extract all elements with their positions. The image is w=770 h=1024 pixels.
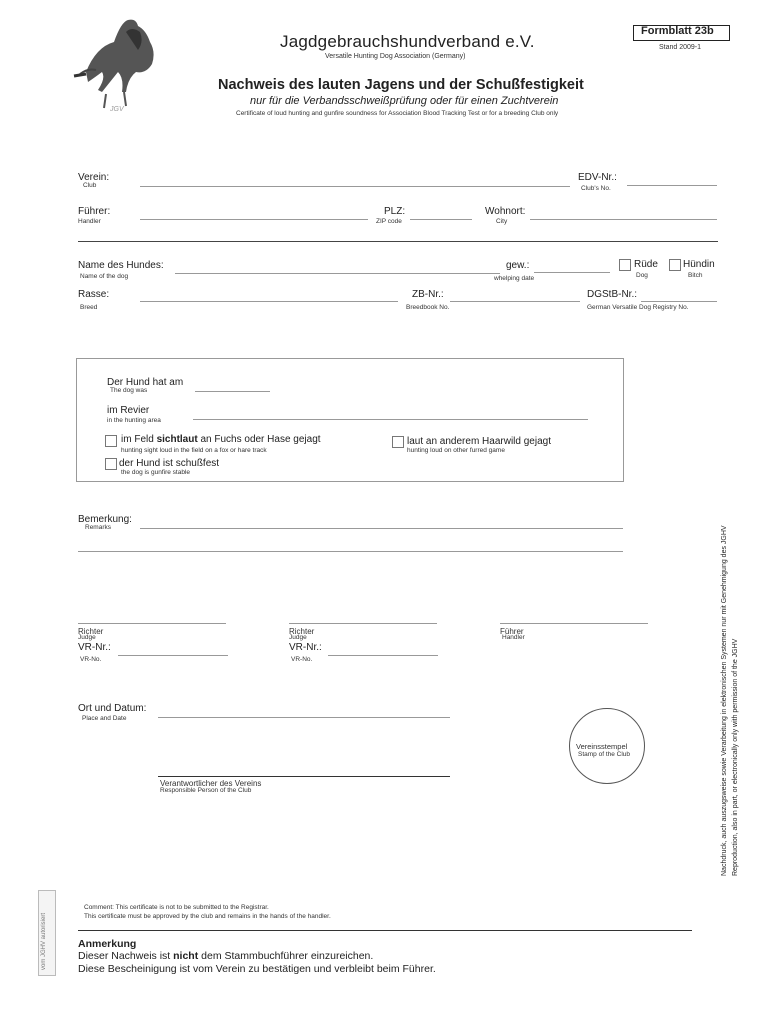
- male-checkbox[interactable]: [619, 259, 631, 271]
- judge2-label-en: Judge: [289, 634, 307, 641]
- handler-label-en: Handler: [78, 218, 101, 225]
- zip-label-en: ZIP code: [376, 218, 402, 225]
- female-label-en: Bitch: [688, 272, 703, 279]
- place-date-label-en: Place and Date: [82, 715, 127, 722]
- club-no-label: EDV-Nr.:: [578, 172, 617, 183]
- judge2-signature-line[interactable]: [289, 623, 437, 624]
- page-title: Nachweis des lauten Jagens und der Schußfestigkeit: [218, 77, 584, 93]
- judge1-vr-label-en: VR-No.: [80, 656, 102, 663]
- whelping-label-en: whelping date: [494, 275, 535, 282]
- club-field[interactable]: [140, 186, 570, 187]
- registry-label-en: German Versatile Dog Registry No.: [587, 304, 689, 311]
- whelping-label: gew.:: [506, 260, 530, 271]
- note-heading: Anmerkung: [78, 938, 137, 950]
- association-name-en: Versatile Hunting Dog Association (Germany): [325, 53, 466, 60]
- section-divider: [78, 241, 718, 242]
- date-label: Der Hund hat am: [107, 377, 184, 388]
- judge2-label: Richter: [289, 627, 315, 636]
- gunfire-label-en: the dog is gunfire stable: [121, 469, 191, 476]
- date-label-en: The dog was: [110, 387, 148, 394]
- handler-sign-label: Führer: [500, 627, 524, 636]
- other-game-label: laut an anderem Haarwild gejagt: [407, 436, 551, 447]
- male-label-en: Dog: [636, 272, 648, 279]
- gunfire-checkbox[interactable]: [105, 458, 117, 470]
- note-line-1-pre: Dieser Nachweis ist: [78, 950, 174, 962]
- form-stand: Stand 2009-1: [659, 44, 702, 51]
- club-no-field[interactable]: [627, 185, 717, 186]
- area-label: im Revier: [107, 405, 150, 416]
- copyright-notice-de: Nachdruck, auch auszugsweise sowie Verarbeitung in elektronischen Systemen nur mit Genehmigung des JGHV: [721, 525, 728, 876]
- dog-name-label-en: Name of the dog: [80, 273, 129, 280]
- female-checkbox[interactable]: [669, 259, 681, 271]
- other-game-checkbox[interactable]: [392, 436, 404, 448]
- page-subtitle: nur für die Verbandsschweißprüfung oder für einen Zuchtverein: [250, 95, 559, 107]
- sight-loud-text-post: an Fuchs oder Hase gejagt: [197, 434, 321, 445]
- club-no-label-en: Club's No.: [581, 185, 611, 192]
- zip-label: PLZ:: [384, 206, 406, 217]
- sight-loud-text-pre: im Feld: [121, 434, 157, 445]
- whelping-field[interactable]: [534, 272, 610, 273]
- note-line-1-bold: nicht: [173, 950, 199, 962]
- handler-sign-label-en: Handler: [502, 634, 525, 641]
- comment-line-2: This certificate must be approved by the club and remains in the hands of the handler.: [84, 913, 331, 920]
- judge2-vr-label-en: VR-No.: [291, 656, 313, 663]
- responsible-label-en: Responsible Person of the Club: [160, 787, 252, 794]
- registry-field[interactable]: [641, 301, 717, 302]
- note-line-1: [78, 950, 373, 962]
- area-label-en: in the hunting area: [107, 417, 161, 424]
- form-id: Formblatt 23b: [641, 25, 714, 37]
- remarks-field-2[interactable]: [78, 551, 623, 552]
- judge1-vr-field[interactable]: [118, 655, 228, 656]
- other-game-label-en: hunting loud on other furred game: [407, 447, 505, 454]
- judge1-signature-line[interactable]: [78, 623, 226, 624]
- sight-loud-label-en: hunting sight loud in the field on a fox or hare track: [121, 447, 267, 454]
- city-field[interactable]: [530, 219, 717, 220]
- remarks-label-en: Remarks: [85, 524, 112, 531]
- responsible-signature-line[interactable]: [158, 776, 450, 777]
- handler-label: Führer:: [78, 206, 111, 217]
- page-subtitle-en: Certificate of loud hunting and gunfire soundness for Association Blood Tracking Test or for a breeding Club only: [236, 110, 559, 117]
- place-date-label: Ort und Datum:: [78, 703, 147, 714]
- judge2-vr-label: VR-Nr.:: [289, 642, 322, 653]
- dog-name-field[interactable]: [175, 273, 500, 274]
- city-label-en: City: [496, 218, 508, 225]
- judge1-label: Richter: [78, 627, 104, 636]
- breedbook-field[interactable]: [450, 301, 580, 302]
- female-label: Hündin: [683, 259, 715, 270]
- club-label: Verein:: [78, 172, 110, 183]
- copyright-notice-en: Reproduction, also in part, or electronically only with permission of the JGHV: [732, 638, 739, 876]
- footer-divider: [78, 930, 692, 931]
- comment-line-1: Comment: This certificate is not to be submitted to the Registrar.: [84, 904, 269, 911]
- sight-loud-label: [121, 434, 321, 445]
- date-field[interactable]: [195, 391, 270, 392]
- club-stamp-label: Vereinsstempel: [576, 742, 628, 751]
- handler-signature-line[interactable]: [500, 623, 648, 624]
- association-name: Jagdgebrauchshundverband e.V.: [280, 32, 535, 51]
- area-field[interactable]: [193, 419, 588, 420]
- sight-loud-checkbox[interactable]: [105, 435, 117, 447]
- note-line-1-post: dem Stammbuchführer einzureichen.: [198, 950, 374, 962]
- place-date-field[interactable]: [158, 717, 450, 718]
- club-stamp-label-en: Stamp of the Club: [578, 751, 631, 758]
- dog-name-label: Name des Hundes:: [78, 260, 164, 271]
- judge2-vr-field[interactable]: [328, 655, 438, 656]
- sight-loud-text-bold: sichtlaut: [156, 434, 198, 445]
- responsible-label: Verantwortlicher des Vereins: [160, 779, 262, 788]
- breed-label-en: Breed: [80, 304, 98, 311]
- judge1-vr-label: VR-Nr.:: [78, 642, 111, 653]
- male-label: Rüde: [634, 259, 658, 270]
- zip-field[interactable]: [410, 219, 472, 220]
- logo-caption: JGV: [110, 106, 124, 113]
- breed-label: Rasse:: [78, 289, 110, 300]
- breedbook-label: ZB-Nr.:: [412, 289, 444, 300]
- remarks-field-1[interactable]: [140, 528, 623, 529]
- city-label: Wohnort:: [485, 206, 526, 217]
- remarks-label: Bemerkung:: [78, 514, 132, 525]
- association-logo: [66, 12, 166, 120]
- breed-field[interactable]: [140, 301, 398, 302]
- breedbook-label-en: Breedbook No.: [406, 304, 450, 311]
- registry-label: DGStB-Nr.:: [587, 289, 638, 300]
- judge1-label-en: Judge: [78, 634, 96, 641]
- authorization-mark-text: vom JGHV autorisiert: [41, 912, 47, 970]
- handler-field[interactable]: [140, 219, 368, 220]
- note-line-2: Diese Bescheinigung ist vom Verein zu bestätigen und verbleibt beim Führer.: [78, 963, 436, 975]
- club-label-en: Club: [83, 182, 97, 189]
- gunfire-label: der Hund ist schußfest: [119, 458, 220, 469]
